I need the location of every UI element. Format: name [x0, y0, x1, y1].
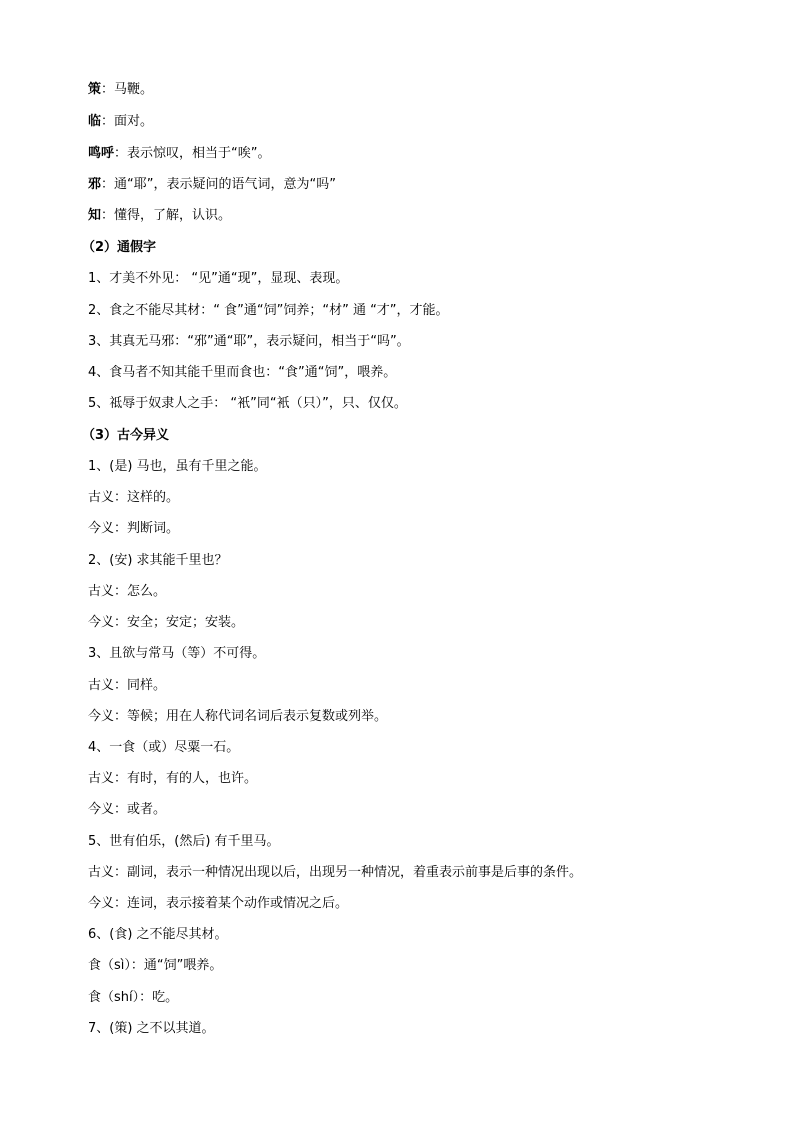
list-item: 古义：这样的。	[88, 490, 180, 505]
list-item: 1、才美不外见： “见”通“现”，显现、表现。	[88, 271, 349, 286]
definition-text: ：马鞭。	[101, 82, 154, 97]
list-item: 1、(是) 马也，虽有千里之能。	[88, 459, 267, 474]
list-item: 食（shí）：吃。	[88, 990, 179, 1005]
definition-text: ：面对。	[101, 114, 154, 129]
list-item: 5、祗辱于奴隶人之手： “衹”同“衹（只）”，只、仅仅。	[88, 396, 407, 411]
list-item: 食（sì）：通“饲”喂养。	[88, 958, 223, 973]
list-item: 2、食之不能尽其材：“ 食”通“饲”饲养；“材” 通 “才”，才能。	[88, 303, 449, 318]
list-item: 3、其真无马邪：“邪”通“耶”，表示疑问，相当于“吗”。	[88, 334, 410, 349]
definition-line	[88, 207, 768, 225]
definition-line	[88, 113, 768, 131]
list-item: 古义：同样。	[88, 678, 167, 693]
list-item: 古义：副词，表示一种情况出现以后，出现另一种情况，着重表示前事是后事的条件。	[88, 865, 583, 880]
list-item: 古义：怎么。	[88, 584, 167, 599]
list-item: 今义：连词，表示接着某个动作或情况之后。	[88, 896, 349, 911]
list-item: 古义：有时，有的人，也许。	[88, 771, 258, 786]
list-item: 2、(安) 求其能千里也？	[88, 553, 228, 568]
section-heading-gujin-yiyi: （3）古今异义	[82, 428, 170, 443]
definition-line	[88, 81, 768, 99]
list-item: 4、食马者不知其能千里而食也：“食”通“饲”，喂养。	[88, 365, 397, 380]
definition-line	[88, 145, 768, 163]
list-item: 7、(策) 之不以其道。	[88, 1021, 215, 1036]
definition-term: 临	[88, 114, 102, 129]
definition-text: ：通“耶”，表示疑问的语气词，意为“吗”	[101, 177, 336, 192]
definition-term: 鸣呼	[88, 146, 115, 161]
list-item: 今义：等候；用在人称代词名词后表示复数或列举。	[88, 709, 388, 724]
list-item: 5、世有伯乐，(然后) 有千里马。	[88, 834, 280, 849]
list-item: 今义：安全；安定；安装。	[88, 615, 245, 630]
list-item: 今义：或者。	[88, 802, 167, 817]
definition-text: ：懂得，了解，认识。	[101, 208, 232, 223]
section-heading-tongjiazi: （2）通假字	[82, 240, 157, 255]
list-item: 3、且欲与常马（等）不可得。	[88, 646, 266, 661]
definition-line	[88, 176, 768, 194]
definition-term: 邪	[88, 177, 102, 192]
definition-term: 策	[88, 82, 102, 97]
list-item: 6、(食) 之不能尽其材。	[88, 927, 228, 942]
list-item: 4、一食（或）尽粟一石。	[88, 740, 240, 755]
definition-text: ：表示惊叹，相当于“唉”。	[114, 146, 271, 161]
list-item: 今义：判断词。	[88, 521, 180, 536]
definition-term: 知	[88, 208, 102, 223]
